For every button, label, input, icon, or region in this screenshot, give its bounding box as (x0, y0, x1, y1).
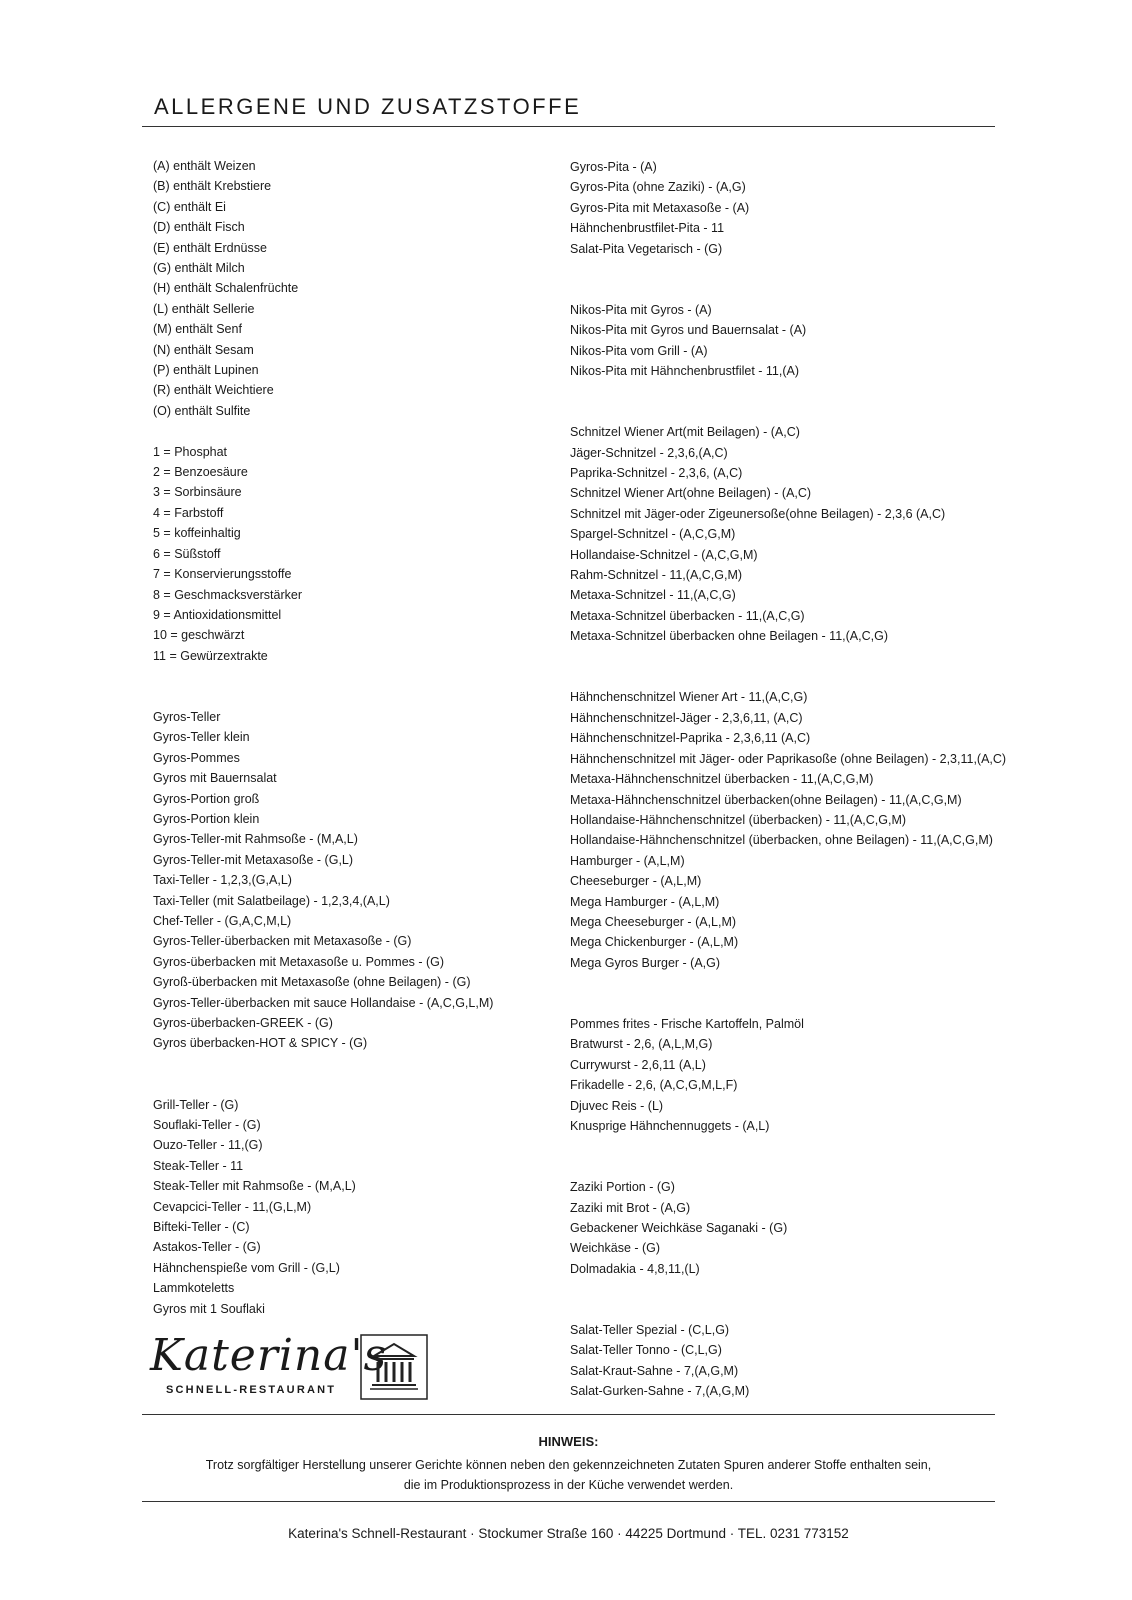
right-list-spacer (570, 973, 990, 993)
left-list-item: 7 = Konservierungsstoffe (153, 567, 292, 582)
left-list-item: Chef-Teller - (G,A,C,M,L) (153, 913, 292, 928)
left-list-item: Gyros-überbacken mit Metaxasoße u. Pommes - (G) (153, 954, 445, 969)
right-list-item: Metaxa-Schnitzel überbacken ohne Beilagen - 11,(A,C,G) (570, 629, 888, 644)
left-list-item: 1 = Phosphat (153, 444, 228, 459)
notice-divider-bottom (142, 1501, 995, 1502)
right-list-item: Cheeseburger - (A,L,M) (570, 874, 702, 889)
right-list-item: Nikos-Pita vom Grill - (A) (570, 343, 708, 358)
right-list-item: Hähnchenschnitzel Wiener Art - 11,(A,C,G) (570, 690, 808, 705)
right-list-item: Hollandaise-Hähnchenschnitzel (überbacken, ohne Beilagen) - 11,(A,C,G,M) (570, 833, 993, 848)
left-list-item: Grill-Teller - (G) (153, 1097, 239, 1112)
left-list-item: (H) enthält Schalenfrüchte (153, 281, 299, 296)
right-list-item: Knusprige Hähnchennuggets - (A,L) (570, 1118, 770, 1133)
right-list-spacer (570, 994, 990, 1014)
left-list-item: (A) enthält Weizen (153, 159, 256, 173)
right-list-item: Hähnchenschnitzel-Jäger - 2,3,6,11, (A,C) (570, 710, 803, 725)
left-list-item: 6 = Süßstoff (153, 546, 221, 561)
left-list-item: Gyros-Teller-überbacken mit sauce Hollandaise - (A,C,G,L,M) (153, 995, 494, 1010)
right-list-item: Metaxa-Hähnchenschnitzel überbacken(ohne Beilagen) - 11,(A,C,G,M) (570, 792, 962, 807)
right-list-spacer (570, 279, 990, 299)
left-list-item: Steak-Teller mit Rahmsoße - (M,A,L) (153, 1179, 356, 1194)
left-list-item: Bifteki-Teller - (C) (153, 1220, 250, 1235)
left-list-item: Gyros mit 1 Souflaki (153, 1301, 265, 1316)
right-list-item: Dolmadakia - 4,8,11,(L) (570, 1261, 700, 1276)
left-list-item: (D) enthält Fisch (153, 220, 245, 235)
notice-text (142, 1455, 995, 1495)
right-list-item: Mega Hamburger - (A,L,M) (570, 894, 720, 909)
notice-line-2: die im Produktionsprozess in der Küche verwendet werden. (403, 1478, 734, 1492)
right-list-item: Salat-Teller Tonno - (C,L,G) (570, 1343, 722, 1358)
left-list-item: (E) enthält Erdnüsse (153, 240, 267, 255)
left-list-item: Gyros-Portion groß (153, 791, 260, 806)
left-list-item: (R) enthält Weichtiere (153, 383, 274, 398)
left-list-item: 10 = geschwärzt (153, 628, 245, 643)
logo-subtitle: SCHNELL-RESTAURANT (166, 1384, 337, 1396)
left-list-item: 5 = koffeinhaltig (153, 526, 241, 541)
left-list-item: Cevapcici-Teller - 11,(G,L,M) (153, 1199, 312, 1214)
right-list-item: Salat-Kraut-Sahne - 7,(A,G,M) (570, 1363, 739, 1378)
right-list-item: Metaxa-Hähnchenschnitzel überbacken - 11,(A,C,G,M) (570, 772, 874, 787)
left-list-item: (N) enthält Sesam (153, 342, 254, 357)
right-list-item: Gyros-Pita - (A) (570, 160, 657, 174)
right-list-item: Zaziki mit Brot - (A,G) (570, 1200, 691, 1215)
left-list-spacer (153, 421, 533, 441)
left-list-item: Ouzo-Teller - 11,(G) (153, 1138, 263, 1153)
right-list-spacer (570, 667, 990, 687)
right-list-item: Currywurst - 2,6,11 (A,L) (570, 1057, 706, 1072)
right-list-item: Hollandaise-Hähnchenschnitzel (überbacken) - 11,(A,C,G,M) (570, 812, 907, 827)
right-list-item: Pommes frites - Frische Kartoffeln, Palmöl (570, 1016, 804, 1031)
right-list-item: Frikadelle - 2,6, (A,C,G,M,L,F) (570, 1078, 738, 1093)
left-list-item: (C) enthält Ei (153, 199, 226, 214)
right-list-item: Hähnchenschnitzel mit Jäger- oder Paprikasoße (ohne Beilagen) - 2,3,11,(A,C) (570, 751, 1007, 766)
right-list-item: Jäger-Schnitzel - 2,3,6,(A,C) (570, 445, 728, 460)
logo-wordmark: Katerina's (150, 1330, 388, 1381)
right-list-item: Mega Chickenburger - (A,L,M) (570, 935, 739, 950)
right-list-item: Mega Cheeseburger - (A,L,M) (570, 914, 737, 929)
left-list-item: Gyros-Teller-überbacken mit Metaxasoße - (G) (153, 934, 412, 949)
notice-line-1: Trotz sorgfältiger Herstellung unserer Gerichte können neben den gekennzeichneten Zutaten Spuren anderer Stoffe enthalten sein, (205, 1458, 932, 1472)
right-list-item: Weichkäse - (G) (570, 1241, 661, 1256)
left-list-item: (G) enthält Milch (153, 261, 245, 276)
right-list-item: Nikos-Pita mit Gyros - (A) (570, 302, 712, 317)
left-list-item: Lammkoteletts (153, 1281, 235, 1296)
left-list-item: 8 = Geschmacksverstärker (153, 587, 303, 602)
left-list-item: 4 = Farbstoff (153, 505, 224, 520)
left-list-item: 2 = Benzoesäure (153, 465, 248, 480)
right-list-item: Djuvec Reis - (L) (570, 1098, 664, 1113)
right-list-spacer (570, 402, 990, 422)
right-list-item: Hamburger - (A,L,M) (570, 853, 685, 868)
right-list-item: Spargel-Schnitzel - (A,C,G,M) (570, 527, 736, 542)
left-list-item: Gyros-Pommes (153, 750, 240, 765)
right-list-item: Hähnchenbrustfilet-Pita - 11 (570, 221, 725, 236)
left-list-item: Gyros-Teller-mit Metaxasoße - (G,L) (153, 852, 354, 867)
footer-address: Katerina's Schnell-Restaurant · Stockumer Straße 160 · 44225 Dortmund · TEL. 0231 773152 (288, 1526, 849, 1541)
right-list-item: Schnitzel mit Jäger-oder Zigeunersoße(ohne Beilagen) - 2,3,6 (A,C) (570, 506, 946, 521)
left-list-item: Gyros-Teller-mit Rahmsoße - (M,A,L) (153, 832, 358, 847)
right-list-item: Gebackener Weichkäse Saganaki - (G) (570, 1220, 788, 1235)
left-list-item: (B) enthält Krebstiere (153, 179, 272, 194)
right-list-spacer (570, 1279, 990, 1299)
left-list-item: 9 = Antioxidationsmittel (153, 607, 282, 622)
right-list-item: Rahm-Schnitzel - 11,(A,C,G,M) (570, 568, 743, 583)
notice-title: HINWEIS: (538, 1434, 599, 1449)
left-list-item: Souflaki-Teller - (G) (153, 1118, 261, 1133)
right-list-item: Nikos-Pita mit Hähnchenbrustfilet - 11,(A) (570, 364, 800, 379)
right-list-spacer (570, 381, 990, 401)
right-list-item: Schnitzel Wiener Art(mit Beilagen) - (A,C) (570, 425, 800, 440)
left-list-spacer (153, 666, 533, 686)
left-list-item: (P) enthält Lupinen (153, 363, 259, 378)
left-list-item: 3 = Sorbinsäure (153, 485, 242, 500)
right-list-item: Paprika-Schnitzel - 2,3,6, (A,C) (570, 466, 743, 481)
left-list-item: Gyros-Portion klein (153, 811, 260, 826)
left-list-item: Gyros-überbacken-GREEK - (G) (153, 1016, 333, 1031)
right-list-item: Mega Gyros Burger - (A,G) (570, 955, 721, 970)
right-list-spacer (570, 259, 990, 279)
left-list-item: Gyros-Teller (153, 709, 221, 724)
right-list-item: Hähnchenschnitzel-Paprika - 2,3,6,11 (A,C) (570, 731, 811, 746)
left-list-item: Taxi-Teller (mit Salatbeilage) - 1,2,3,4,(A,L) (153, 893, 390, 908)
left-list-item: Gyros mit Bauernsalat (153, 771, 277, 786)
left-list-spacer (153, 1054, 533, 1074)
right-list-item: Salat-Teller Spezial - (C,L,G) (570, 1322, 730, 1337)
allergen-list-right (570, 157, 1007, 1402)
right-list-item: Metaxa-Schnitzel - 11,(A,C,G) (570, 588, 736, 603)
right-list-spacer (570, 1157, 990, 1177)
left-list-item: (L) enthält Sellerie (153, 301, 255, 316)
header-divider (142, 126, 995, 127)
left-list-item: Gyros überbacken-HOT & SPICY - (G) (153, 1036, 368, 1051)
page-title: ALLERGENE UND ZUSATZSTOFFE (154, 94, 582, 119)
right-list-item: Hollandaise-Schnitzel - (A,C,G,M) (570, 547, 758, 562)
left-list-item: Gyroß-überbacken mit Metaxasoße (ohne Beilagen) - (G) (153, 975, 471, 990)
left-list-spacer (153, 1074, 533, 1094)
right-list-item: Schnitzel Wiener Art(ohne Beilagen) - (A,C) (570, 486, 812, 501)
right-list-spacer (570, 1136, 990, 1156)
right-list-item: Salat-Gurken-Sahne - 7,(A,G,M) (570, 1384, 750, 1399)
left-list-item: Taxi-Teller - 1,2,3,(G,A,L) (153, 873, 292, 888)
left-list-item: Hähnchenspieße vom Grill - (G,L) (153, 1260, 340, 1275)
notice-divider-top (142, 1414, 995, 1415)
temple-icon (360, 1334, 428, 1400)
right-list-item: Metaxa-Schnitzel überbacken - 11,(A,C,G) (570, 608, 805, 623)
left-list-item: (M) enthält Senf (153, 322, 242, 337)
left-list-item: Astakos-Teller - (G) (153, 1240, 261, 1255)
right-list-item: Bratwurst - 2,6, (A,L,M,G) (570, 1037, 713, 1052)
right-list-spacer (570, 647, 990, 667)
right-list-item: Nikos-Pita mit Gyros und Bauernsalat - (A) (570, 323, 807, 338)
right-list-spacer (570, 1300, 990, 1320)
left-list-item: Steak-Teller - 11 (153, 1158, 244, 1173)
allergen-list-left (153, 156, 533, 1319)
right-list-item: Gyros-Pita (ohne Zaziki) - (A,G) (570, 180, 746, 195)
left-list-spacer (153, 687, 533, 707)
right-list-item: Gyros-Pita mit Metaxasoße - (A) (570, 200, 750, 215)
left-list-item: 11 = Gewürzextrakte (153, 648, 268, 663)
left-list-item: Gyros-Teller klein (153, 730, 250, 745)
left-list-item: (O) enthält Sulfite (153, 403, 251, 418)
right-list-item: Salat-Pita Vegetarisch - (G) (570, 241, 723, 256)
right-list-item: Zaziki Portion - (G) (570, 1180, 675, 1195)
